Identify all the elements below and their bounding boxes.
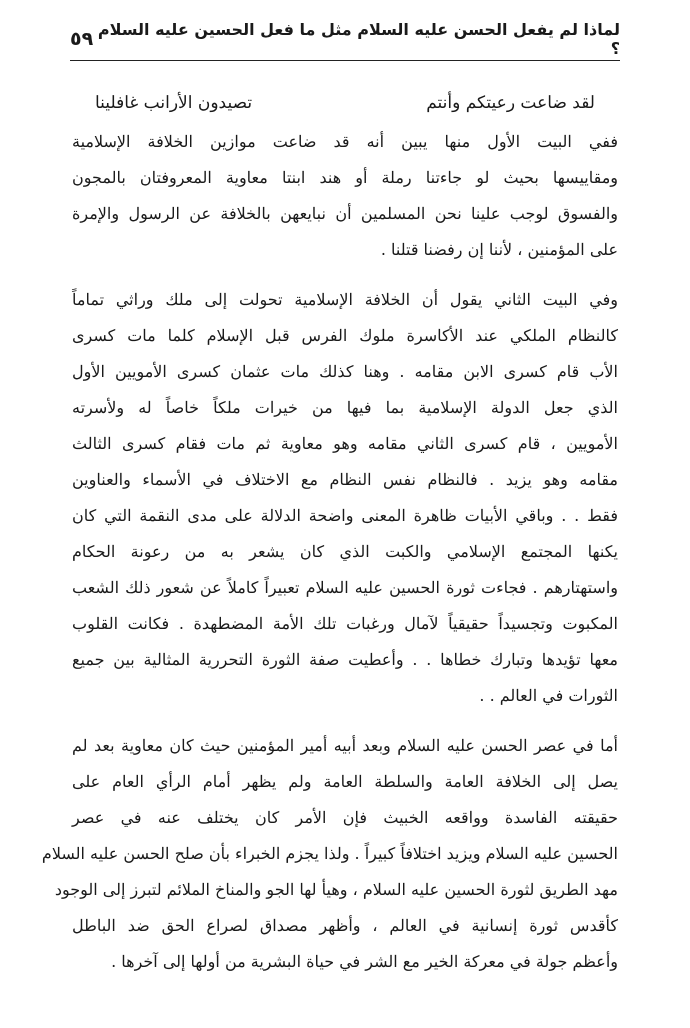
text-line: كأقدس ثورة إنسانية في العالم ، وأظهر مصداق لصراع الحق ضد الباطل xyxy=(72,916,618,935)
text-line: الأب قام كسرى الابن مقامه . وهنا كذلك مات عثمان كسرى الأمويين الأول xyxy=(72,362,618,381)
text-line: الثورات في العالم . . xyxy=(479,686,618,705)
text-line: والفسوق لوجب علينا نحن المسلمين أن نبايعهن بالخلافة عن الرسول والإمرة xyxy=(72,204,619,223)
verse-second-hemistich: تصيدون الأرانب غافلينا xyxy=(95,93,253,113)
text-line: ففي البيت الأول منها يبين أنه قد ضاعت موازين الخلافة الإسلامية xyxy=(72,132,618,151)
text-line: المكبوت وتجسيداً حقيقياً لآمال ورغبات تلك الأمة المضطهدة . فكانت القلوب xyxy=(72,614,618,633)
text-line: يصل إلى الخلافة العامة والسلطة العامة ولم يظهر أمام الرأي العام على xyxy=(72,772,618,791)
running-title: لماذا لم يفعل الحسن عليه السلام مثل ما فعل الحسين عليه السلام ؟ xyxy=(97,20,620,58)
verse-first-hemistich: لقد ضاعت رعيتكم وأنتم xyxy=(426,93,595,113)
header-rule xyxy=(70,60,620,61)
text-line: مقامه وهو يزيد . فالنظام نفس النظام مع الاختلاف في الأسماء والعناوين xyxy=(72,470,618,489)
text-line: وأعظم جولة في معركة الخير مع الشر في حياة البشرية من أولها إلى آخرها . xyxy=(111,952,618,971)
text-line: معها تؤيدها وتبارك خطاها . . وأعطيت صفة الثورة التحررية المثالية بين جميع xyxy=(72,650,618,669)
page-header xyxy=(70,22,620,56)
text-line: الأمويين ، قام كسرى الثاني مقامه وهو معاوية ثم مات فقام كسرى الثالث xyxy=(72,434,618,453)
text-line: يكنها المجتمع الإسلامي والكبت الذي كان يشعر به من رعونة الحكام xyxy=(72,542,618,561)
text-line: كالنظام الملكي عند الأكاسرة ملوك الفرس قبل الإسلام كلما مات كسرى xyxy=(72,326,619,345)
poem-verse xyxy=(95,86,595,120)
text-line: ومقاييسها بحيث لو جاءتنا رملة أو هند ابنتا معاوية المعروفتان بالمجون xyxy=(72,168,618,187)
text-line: الحسين عليه السلام ويزيد اختلافاً كبيراً . ولذا يجزم الخبراء بأن صلح الحسن عليه السلام xyxy=(41,844,618,863)
page-number: ٥٩ xyxy=(70,28,94,50)
text-line: وفي البيت الثاني يقول أن الخلافة الإسلامية تحولت إلى ملك وراثي تماماً xyxy=(72,290,618,309)
text-line: مهد الطريق لثورة الحسين عليه السلام ، وهيأ لها الجو والمناخ الملائم لتبرز إلى الوجود xyxy=(54,880,618,899)
text-line: فقط . . وباقي الأبيات ظاهرة المعنى واضحة الدلالة على مدى النقمة التي كان xyxy=(72,506,618,525)
text-line: الذي جعل الدولة الإسلامية بما فيها من خيرات ملكاً خاصاً له ولأسرته xyxy=(72,398,618,417)
body-text xyxy=(41,124,619,980)
text-line: على المؤمنين ، لأننا إن رفضنا قتلنا . xyxy=(380,240,618,259)
text-line: واستهتارهم . فجاءت ثورة الحسين عليه السلام تعبيراً كاملاً عن شعور ذلك الشعب xyxy=(72,578,618,597)
text-line: أما في عصر الحسن عليه السلام وبعد أبيه أمير المؤمنين حيث كان معاوية بعد لم xyxy=(72,736,618,755)
text-line: حقيقته الفاسدة وواقعه الخبيث فإن الأمر كان يختلف عنه في عصر xyxy=(72,808,618,827)
